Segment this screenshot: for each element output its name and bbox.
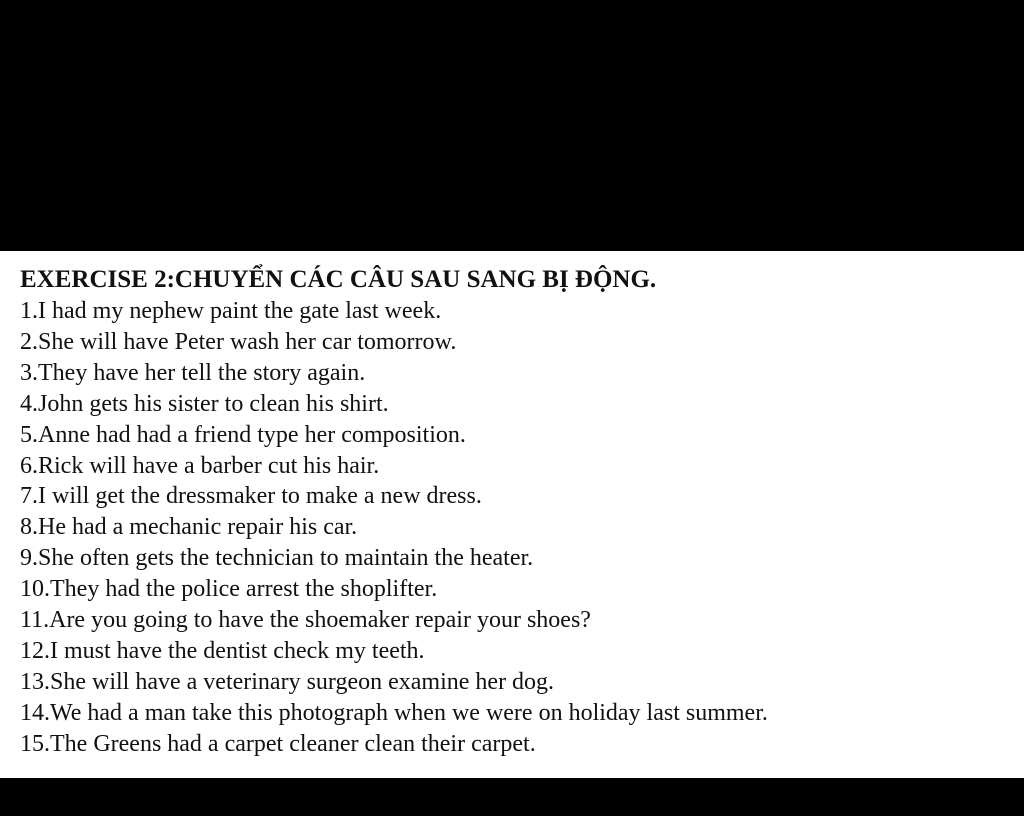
sentence-line: 10.They had the police arrest the shoplifter. <box>20 576 438 603</box>
document-page <box>0 251 1024 778</box>
sentence-line: 3.They have her tell the story again. <box>20 359 366 386</box>
sentence-line: 11.Are you going to have the shoemaker repair your shoes? <box>20 607 591 634</box>
sentence-line: 14.We had a man take this photograph when we were on holiday last summer. <box>20 699 768 726</box>
sentence-line: 1.I had my nephew paint the gate last week. <box>20 298 442 324</box>
sentence-line: 9.She often gets the technician to maintain the heater. <box>20 545 534 572</box>
black-top-area <box>0 0 1024 251</box>
black-bottom-area <box>0 778 1024 816</box>
sentence-line: 15.The Greens had a carpet cleaner clean their carpet. <box>20 730 536 757</box>
sentence-line: 12.I must have the dentist check my teeth. <box>20 637 425 664</box>
sentence-list <box>20 296 1024 760</box>
exercise-title: EXERCISE 2:CHUYỂN CÁC CÂU SAU SANG BỊ ĐỘNG. <box>20 266 657 293</box>
sentence-line: 2.She will have Peter wash her car tomorrow. <box>20 328 457 355</box>
sentence-line: 7.I will get the dressmaker to make a new dress. <box>20 483 482 510</box>
sentence-line: 4.John gets his sister to clean his shirt. <box>20 390 389 417</box>
sentence-line: 13.She will have a veterinary surgeon examine her dog. <box>20 668 555 695</box>
sentence-line: 5.Anne had had a friend type her composition. <box>20 421 466 448</box>
sentence-line: 8.He had a mechanic repair his car. <box>20 514 358 541</box>
sentence-line: 6.Rick will have a barber cut his hair. <box>20 452 380 479</box>
